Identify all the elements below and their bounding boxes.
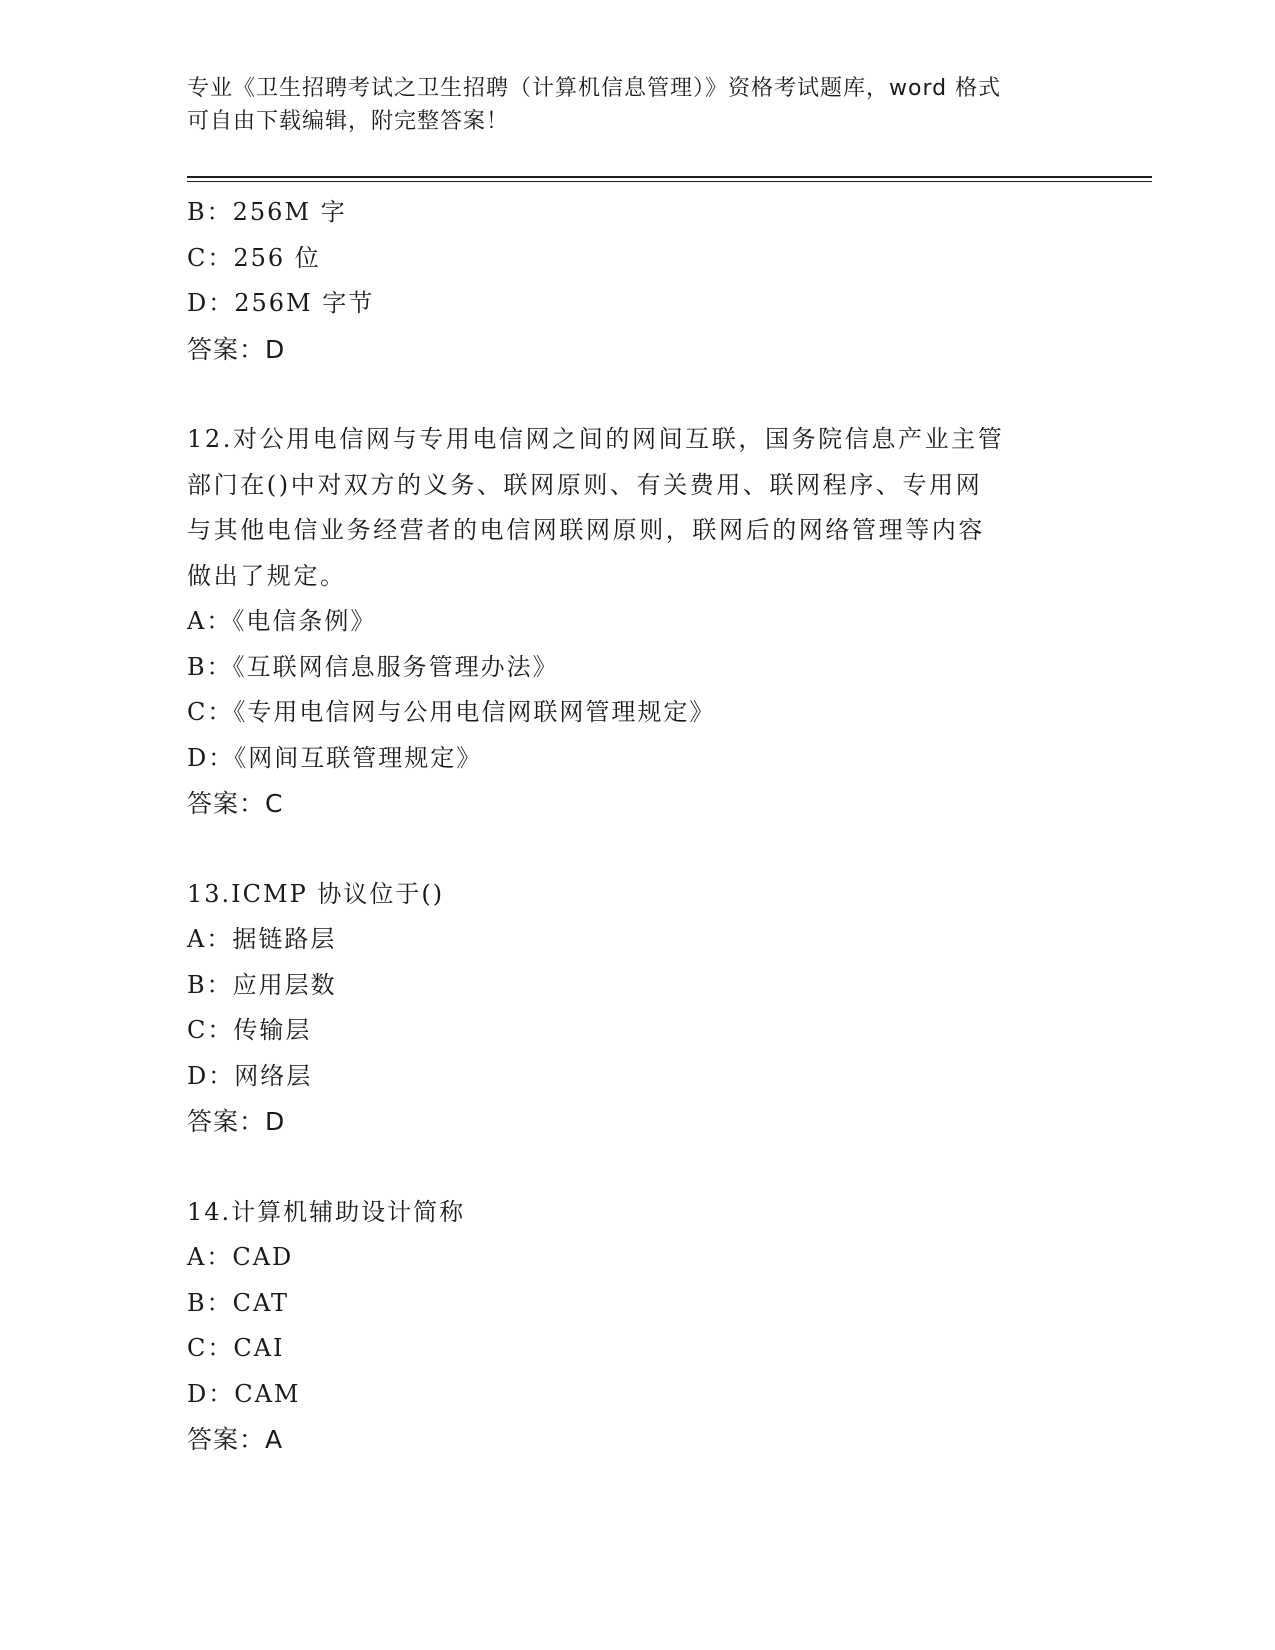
option-d: D：《网间互联管理规定》 (187, 743, 483, 772)
option-b: B：应用层数 (187, 970, 337, 999)
answer-line: 答案：A (187, 1425, 284, 1454)
question-stem-line: 部门在()中对双方的义务、联网原则、有关费用、联网程序、专用网 (187, 470, 983, 499)
option-a: A：CAD (187, 1243, 294, 1271)
answer-line: 答案：D (187, 1107, 286, 1136)
question-block-12 (187, 417, 1087, 827)
option-a: A：据链路层 (187, 925, 337, 953)
option-a: A：《电信条例》 (187, 607, 377, 635)
question-stem-line: 与其他电信业务经营者的电信网联网原则，联网后的网络管理等内容 (187, 516, 985, 544)
option-b: B：256M 字 (187, 198, 347, 226)
question-block-14 (187, 1190, 1087, 1463)
header-divider-thin (187, 181, 1152, 182)
option-b: B：《互联网信息服务管理办法》 (187, 652, 559, 681)
answer-line: 答案：C (187, 789, 284, 818)
spacer (187, 372, 1087, 417)
header-divider-thick (187, 176, 1152, 178)
question-stem-line: 做出了规定。 (187, 561, 347, 590)
header-line-1: 专业《卫生招聘考试之卫生招聘（计算机信息管理）》资格考试题库，word 格式 (187, 76, 1002, 101)
document-header (187, 72, 1087, 138)
document-body (187, 190, 1087, 1463)
option-d: D：CAM (187, 1379, 301, 1408)
question-stem-line: 14.计算机辅助设计简称 (187, 1197, 466, 1226)
answer-line: 答案：D (187, 334, 286, 364)
option-d: D：网络层 (187, 1061, 313, 1090)
option-c: C：CAI (187, 1334, 285, 1362)
option-c: C：《专用电信网与公用电信网联网管理规定》 (187, 698, 716, 726)
option-d: D：256M 字节 (187, 289, 375, 317)
option-b: B：CAT (187, 1288, 290, 1317)
option-c: C：256 位 (187, 243, 321, 272)
spacer (187, 1145, 1087, 1190)
question-stem-line: 12.对公用电信网与专用电信网之间的网间互联，国务院信息产业主管 (187, 425, 1005, 453)
question-stem-line: 13.ICMP 协议位于() (187, 879, 445, 908)
header-line-2: 可自由下载编辑，附完整答案！ (187, 109, 510, 134)
spacer (187, 827, 1087, 872)
question-block-13 (187, 872, 1087, 1145)
option-c: C：传输层 (187, 1016, 312, 1044)
question-block-11-continued (187, 190, 1087, 372)
